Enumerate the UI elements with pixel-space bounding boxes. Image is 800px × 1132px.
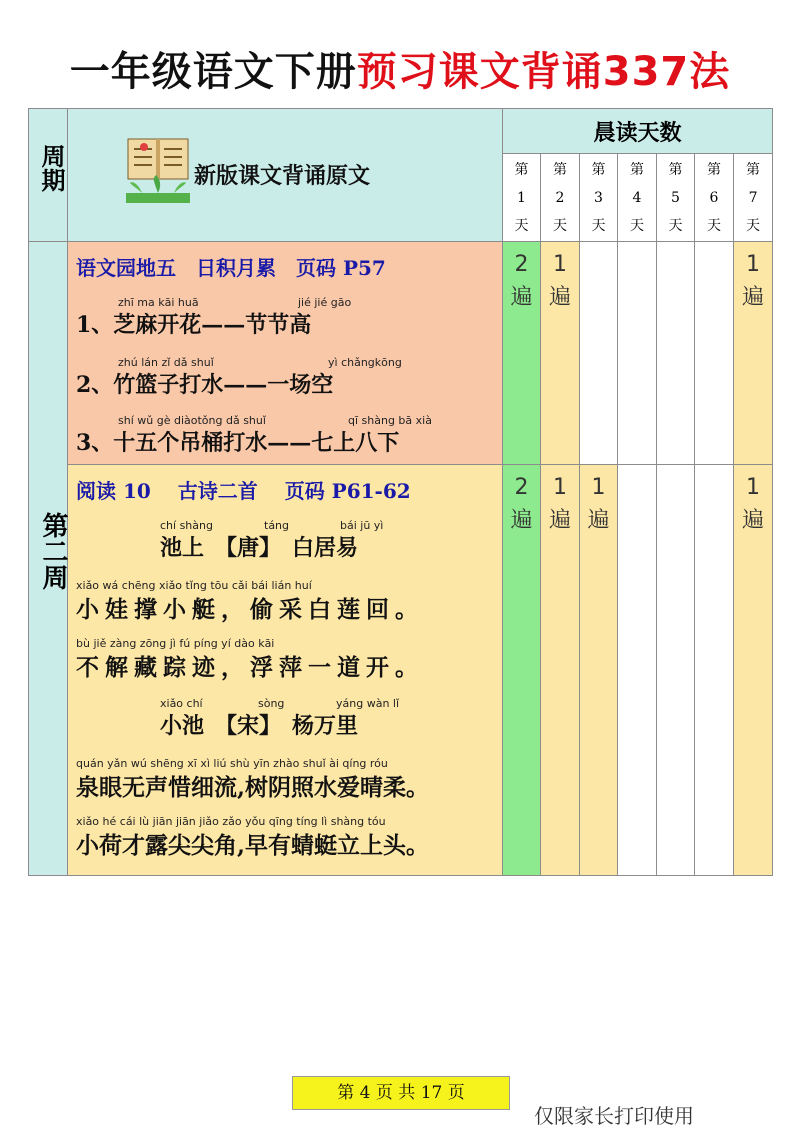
- title-red: 预习课文背诵337法: [356, 49, 731, 95]
- days-header: 晨读天数: [503, 109, 773, 154]
- pinyin: shí wǔ gè diàotǒng dǎ shuǐ: [118, 414, 266, 427]
- pinyin: xiǎo hé cái lù jiān jiān jiǎo zǎo yǒu qīng tíng lì shàng tóu: [76, 815, 386, 828]
- section2-row: [29, 465, 773, 876]
- saying-line-1: 1、芝麻开花——节节高: [76, 312, 312, 338]
- day-header-label: 第 4 天: [630, 161, 644, 234]
- count-cell: [657, 465, 695, 876]
- title-black: 一年级语文下册: [69, 49, 357, 95]
- count-cell: [695, 242, 734, 465]
- day-7-header: [734, 154, 773, 242]
- pinyin: quán yǎn wú shēng xī xì liú shù yīn zhào shuǐ ài qíng róu: [76, 757, 388, 770]
- pinyin: zhī ma kāi huā: [118, 296, 199, 309]
- pinyin: chí shàng: [160, 519, 213, 532]
- section1-content: [68, 242, 503, 465]
- count-cell: [618, 242, 657, 465]
- day-3-header: [580, 154, 618, 242]
- text-header: [68, 109, 503, 242]
- count-cell: 1 遍: [580, 465, 618, 876]
- day-6-header: [695, 154, 734, 242]
- pinyin: jié jié gāo: [298, 296, 352, 309]
- poem1-line-1: 小娃撑小艇，偷采白莲回。: [76, 596, 424, 623]
- usage-note: 仅限家长打印使用: [534, 1104, 694, 1128]
- day-header-label: 第 2 天: [553, 161, 567, 234]
- section1-heading: 语文园地五 日积月累 页码 P57: [76, 256, 386, 280]
- pinyin: xiǎo wá chēng xiǎo tǐng tōu cǎi bái lián huí: [76, 579, 312, 592]
- section2-heading: 阅读 10 古诗二首 页码 P61-62: [76, 479, 411, 503]
- recitation-table: [28, 108, 773, 876]
- poem2-line-1: 泉眼无声惜细流,树阴照水爱晴柔。: [76, 774, 430, 801]
- poem2-title: 小池 【宋】 杨万里: [160, 713, 359, 739]
- pinyin: yì chǎngkōng: [328, 356, 402, 369]
- saying-line-3: 3、十五个吊桶打水——七上八下: [76, 430, 400, 456]
- pinyin: bái jū yì: [340, 519, 384, 532]
- page-indicator: 第 4 页 共 17 页: [292, 1076, 510, 1110]
- count-cell: [695, 465, 734, 876]
- pinyin: yáng wàn lǐ: [336, 697, 400, 710]
- page-title: [0, 40, 800, 97]
- day-2-header: [541, 154, 580, 242]
- day-1-header: [503, 154, 541, 242]
- count-cell: [657, 242, 695, 465]
- pinyin: bù jiě zàng zōng jì fú píng yí dào kāi: [76, 637, 275, 650]
- count-cell: 2 遍: [503, 242, 541, 465]
- count-cell: [580, 242, 618, 465]
- day-header-label: 第 1 天: [514, 161, 529, 234]
- pinyin: sòng: [258, 697, 285, 710]
- pinyin: xiǎo chí: [160, 697, 203, 710]
- pinyin: táng: [264, 519, 290, 532]
- poem2-line-2: 小荷才露尖尖角,早有蜻蜓立上头。: [76, 832, 430, 859]
- count-cell: 1 遍: [734, 465, 773, 876]
- saying-line-2: 2、竹篮子打水——一场空: [76, 372, 334, 398]
- count-cell: 1 遍: [541, 242, 580, 465]
- day-4-header: [618, 154, 657, 242]
- book-plant-icon: [126, 137, 190, 205]
- text-header-label: 新版课文背诵原文: [194, 163, 371, 189]
- pinyin: qī shàng bā xià: [348, 414, 432, 427]
- count-cell: 2 遍: [503, 465, 541, 876]
- section1-row: [29, 242, 773, 465]
- day-header-label: 第 6 天: [707, 161, 721, 234]
- poem1-title: 池上 【唐】 白居易: [160, 535, 359, 561]
- section2-content: [68, 465, 503, 876]
- pinyin: zhú lán zǐ dǎ shuǐ: [118, 356, 214, 369]
- day-5-header: [657, 154, 695, 242]
- count-cell: 1 遍: [734, 242, 773, 465]
- count-cell: 1 遍: [541, 465, 580, 876]
- poem1-line-2: 不解藏踪迹，浮萍一道开。: [76, 654, 424, 681]
- week-label: 第二周: [29, 242, 68, 876]
- week-header: 周期: [29, 109, 68, 242]
- count-cell: [618, 465, 657, 876]
- day-header-label: 第 3 天: [591, 161, 606, 234]
- day-header-label: 第 7 天: [746, 161, 761, 234]
- day-header-label: 第 5 天: [668, 161, 683, 234]
